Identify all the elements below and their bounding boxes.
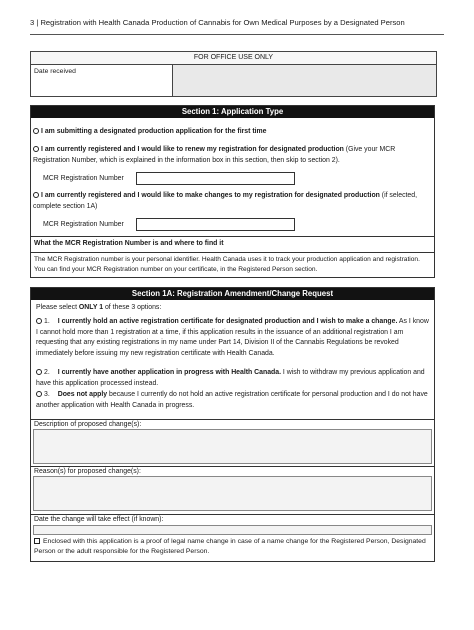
amendment-option-3-bold: Does not apply	[57, 391, 108, 398]
office-use-title: FOR OFFICE USE ONLY	[31, 52, 436, 65]
radio-amendment-2[interactable]	[36, 369, 42, 375]
mcr-number-input-1[interactable]	[136, 172, 295, 185]
radio-first-time[interactable]	[33, 128, 39, 134]
option-renew-bold: I am currently registered and I would like to renew my registration for designated production	[41, 146, 344, 153]
effective-date-field[interactable]	[33, 525, 432, 535]
amendment-option-1[interactable]	[36, 317, 430, 359]
enclosed-proof-row[interactable]	[34, 537, 432, 557]
radio-amendment-1[interactable]	[36, 318, 42, 324]
amendment-option-1-number: 1.	[44, 318, 50, 325]
section-1	[30, 105, 435, 278]
info-title: What the MCR Registration Number is and where to find it	[34, 240, 224, 247]
instruction-bold: ONLY 1	[78, 304, 104, 311]
mcr-number-label-1: MCR Registration Number	[43, 175, 124, 182]
instruction-line	[36, 303, 161, 314]
option-change-text: (if selected, complete section 1A)	[33, 192, 418, 210]
amendment-option-2-number: 2.	[44, 369, 50, 376]
amendment-option-2-text: I wish to withdraw my previous application and have this application processed instead.	[36, 369, 425, 387]
section-1-title: Section 1: Application Type	[31, 106, 434, 118]
description-field[interactable]	[33, 429, 432, 464]
option-renew[interactable]	[33, 145, 431, 166]
date-received-field	[173, 65, 436, 96]
info-text: The MCR Registration number is your personal identifier. Health Canada uses it to track your production application and registration. You can find your MCR Registration number on your certificate, in the Registered Person section.	[34, 256, 420, 273]
enclosed-proof-text: Enclosed with this application is a proof of legal name change in case of a name change for the Registered Person, Designated Person or the adult responsible for the Registered Person.	[34, 538, 426, 555]
page-header	[30, 18, 450, 27]
section-1a-title: Section 1A: Registration Amendment/Change Request	[31, 288, 434, 300]
mcr-number-input-2[interactable]	[136, 218, 295, 231]
effective-date-label: Date the change will take effect (if known):	[34, 516, 164, 523]
date-received-label: Date received	[31, 65, 173, 96]
amendment-option-3-text: because I currently do not hold an active registration certificate for personal production and I do not have another application with Health Canada in progress.	[36, 391, 428, 409]
radio-change[interactable]	[33, 192, 39, 198]
option-change-bold: I am currently registered and I would like to make changes to my registration for designated production	[41, 192, 380, 199]
amendment-option-3[interactable]	[36, 390, 430, 411]
amendment-option-2-bold: I currently have another application in progress with Health Canada.	[57, 369, 281, 376]
amendment-option-1-text: As I know I cannot hold more than 1 registration at a time, if this application results in the issuance of an additional registration I am requesting that any existing registrations in my name under Part 14, Division II of the Cannabis Regulations be revoked immediately before issuing my new registration certificate with Health Canada.	[36, 318, 429, 357]
section-1a	[30, 287, 435, 562]
radio-amendment-3[interactable]	[36, 391, 42, 397]
info-divider	[31, 252, 434, 253]
amendment-option-2[interactable]	[36, 368, 430, 389]
mcr-number-label-2: MCR Registration Number	[43, 221, 124, 228]
radio-renew[interactable]	[33, 146, 39, 152]
page-number: 3	[30, 18, 35, 27]
reasons-label: Reason(s) for proposed change(s):	[34, 468, 141, 475]
description-label: Description of proposed change(s):	[34, 421, 142, 428]
reasons-field[interactable]	[33, 476, 432, 511]
office-use-box	[30, 51, 437, 97]
option-first-time[interactable]	[33, 127, 431, 138]
header-divider	[30, 34, 444, 35]
instruction-post: of these 3 options:	[103, 304, 162, 311]
amendment-option-1-bold: I currently hold an active registration certificate for designated production and I wish to make a change.	[57, 318, 398, 325]
option-first-time-label: I am submitting a designated production application for the first time	[41, 128, 267, 135]
amendment-option-3-number: 3.	[44, 391, 50, 398]
section-1-divider	[31, 236, 434, 237]
enclosed-proof-checkbox[interactable]	[34, 538, 40, 544]
option-renew-text: (Give your MCR Registration Number, which is explained in the information box in this section, then skip to section 2).	[33, 146, 396, 164]
option-change[interactable]	[33, 191, 431, 212]
page-header-title: | Registration with Health Canada Production of Cannabis for Own Medical Purposes by a Designated Person	[36, 18, 405, 27]
instruction-pre: Please select	[36, 304, 79, 311]
